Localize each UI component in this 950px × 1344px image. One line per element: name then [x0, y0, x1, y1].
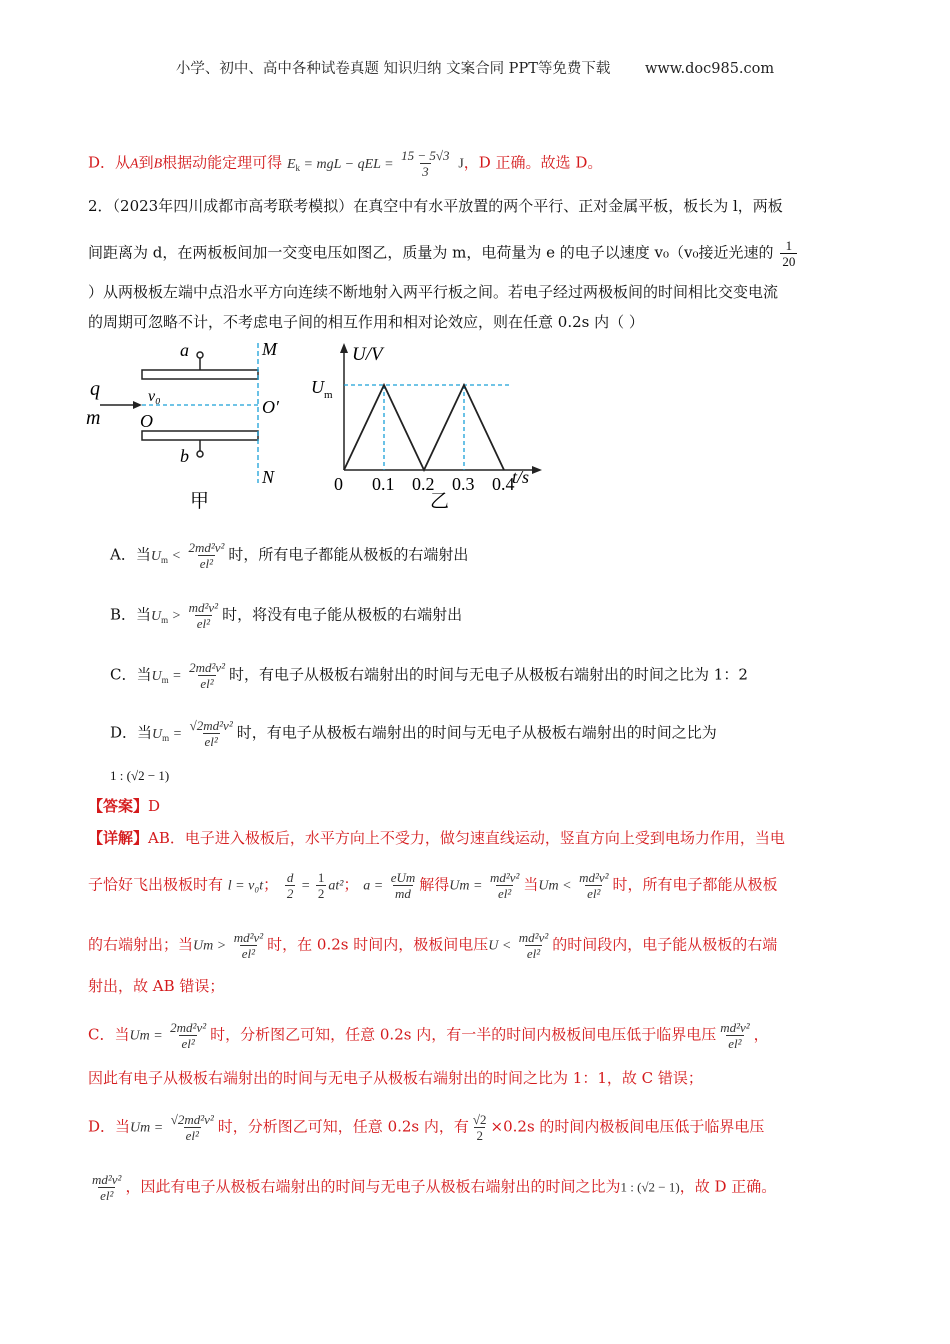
page-header	[0, 57, 950, 78]
x-tick-label-0: 0	[334, 474, 343, 494]
terminal-a-label: a	[180, 340, 189, 360]
header-site[interactable]: www.doc985.com	[644, 61, 775, 77]
option-c[interactable]: C．当$U_m$ = $\frac{\text{2md²v²}}{\text{el²}}$ 时，有电子从极板右端射出的时间与无电子从极板右端射出的时间之比为 1：2	[110, 660, 748, 691]
point-n-label: N	[262, 467, 275, 487]
charge-q-label: q	[90, 378, 100, 400]
point-o-label: O	[140, 411, 153, 431]
x-tick-label-2: 0.2	[412, 474, 435, 494]
prev-answer-d: D．从A到B根据动能定理可得 $E_k$ = mgL − qEL = $\frac{15 - 5√3}{3}$ J，D 正确。故选 D。	[88, 148, 603, 179]
mass-m-label: m	[86, 407, 101, 429]
y-axis-arrow	[340, 343, 348, 353]
detail-line-4: 射出，故 AB 错误；	[88, 977, 225, 995]
voltage-time-chart	[310, 335, 560, 515]
light-speed-fraction: $\frac{1}{20}$	[782, 238, 796, 269]
v0-label: v₀	[148, 388, 161, 405]
detail-c-line-1: C．当Um = $\frac{\text{2md²v²}}{\text{el²}}$ 时，分析图乙可知，任意 0.2s 内，有一半的时间内极板间电压低于临界电压 $\frac{\text{md²v²}}{\text{el²}}$ ，	[88, 1020, 769, 1051]
terminal-b-label: b	[180, 446, 189, 466]
option-d-ratio: 1 : (√2 − 1)	[110, 768, 170, 783]
detail-line-1: 【详解】AB．电子进入极板后，水平方向上不受力，做匀速直线运动，竖直方向上受到电场力作用，当电	[88, 829, 785, 847]
detail-c-line-2: 因此有电子从极板右端射出的时间与无电子从极板右端射出的时间之比为 1：1，故 C 错误；	[88, 1069, 703, 1087]
detail-line-2: 子恰好飞出极板时有 l = v₀t； $\frac{d}{2}$ = $\frac{1}{2}$ at²； a = $\frac{\text{eUm}}{md}$ 解得Um = $\frac{\text{md²v²}}{\text{el²}}$ 当Um < $\frac{\text{md²v²}}{\text{el²}}$ 时，所有电子都能从极板	[88, 870, 778, 901]
option-b[interactable]: B．当$U_m$ > $\frac{\text{md²v²}}{\text{el²}}$ 时，将没有电子能从极板的右端射出	[110, 600, 463, 631]
top-plate	[142, 370, 258, 379]
answer-line: 【答案】D	[88, 797, 161, 815]
detail-d-line-1: D．当Um = $\frac{\text{√2md²v²}}{\text{el²}}$ 时，分析图乙可知，任意 0.2s 内，有 $\frac{√2}{2}$ ×0.2s 的时间内极板间电压低于临界电压	[88, 1112, 765, 1143]
point-o-prime-label: O′	[262, 397, 279, 417]
voltage-series-line	[344, 385, 504, 470]
x-tick-label-3: 0.3	[452, 474, 475, 494]
question-line-2: 间距离为 d，在两板板间加一交变电压如图乙，质量为 m，电荷量为 e 的电子以速度 v₀（v₀接近光速的 $\frac{1}{20}$	[88, 238, 796, 269]
velocity-arrow	[133, 401, 142, 409]
x-axis-arrow	[532, 466, 542, 474]
um-label: $U_m$	[311, 377, 333, 401]
point-m-label: M	[262, 339, 277, 359]
header-text: 小学、初中、高中各种试卷真题 知识归纳 文案合同 PPT等免费下载	[175, 61, 611, 77]
prev-fraction: $\frac{15 - 5√3}{3}$	[401, 148, 450, 179]
figure-plates	[80, 335, 310, 515]
x-tick-label-4: 0.4	[492, 474, 515, 494]
x-tick-label-1: 0.1	[372, 474, 395, 494]
y-axis-label: U/V	[352, 344, 383, 365]
figure-b-label: 乙	[430, 491, 450, 512]
question-line-3: ）从两极板左端中点沿水平方向连续不断地射入两平行板之间。若电子经过两极板间的时间相比交变电流	[88, 283, 779, 301]
figure-a-label: 甲	[190, 491, 210, 512]
option-a[interactable]: A．当$U_m$ < $\frac{\text{2md²v²}}{\text{el²}}$ 时，所有电子都能从极板的右端射出	[110, 540, 469, 571]
bottom-plate	[142, 431, 258, 440]
question-line-1: 2．（2023年四川成都市高考联考模拟）在真空中有水平放置的两个平行、正对金属平板，板长为 l，两板	[88, 197, 783, 215]
detail-d-line-2: $\frac{\text{md²v²}}{\text{el²}}$ ，因此有电子从极板右端射出的时间与无电子从极板右端射出的时间之比为1 : (√2 − 1)，故 D 正确。	[92, 1172, 777, 1203]
x-axis-label: t/s	[512, 467, 530, 487]
detail-line-3: 的右端射出；当Um > $\frac{\text{md²v²}}{\text{el²}}$ 时，在 0.2s 时间内，极板间电压U < $\frac{\text{md²v²}}{\text{el²}}$ 的时间段内，电子能从极板的右端	[88, 930, 778, 961]
option-d[interactable]: D．当$U_m$ = $\frac{\text{√2md²v²}}{\text{el²}}$ 时，有电子从极板右端射出的时间与无电子从极板右端射出的时间之比为	[110, 718, 717, 749]
question-line-4: 的周期可忽略不计，不考虑电子间的相互作用和相对论效应，则在任意 0.2s 内（ ）	[88, 313, 644, 331]
